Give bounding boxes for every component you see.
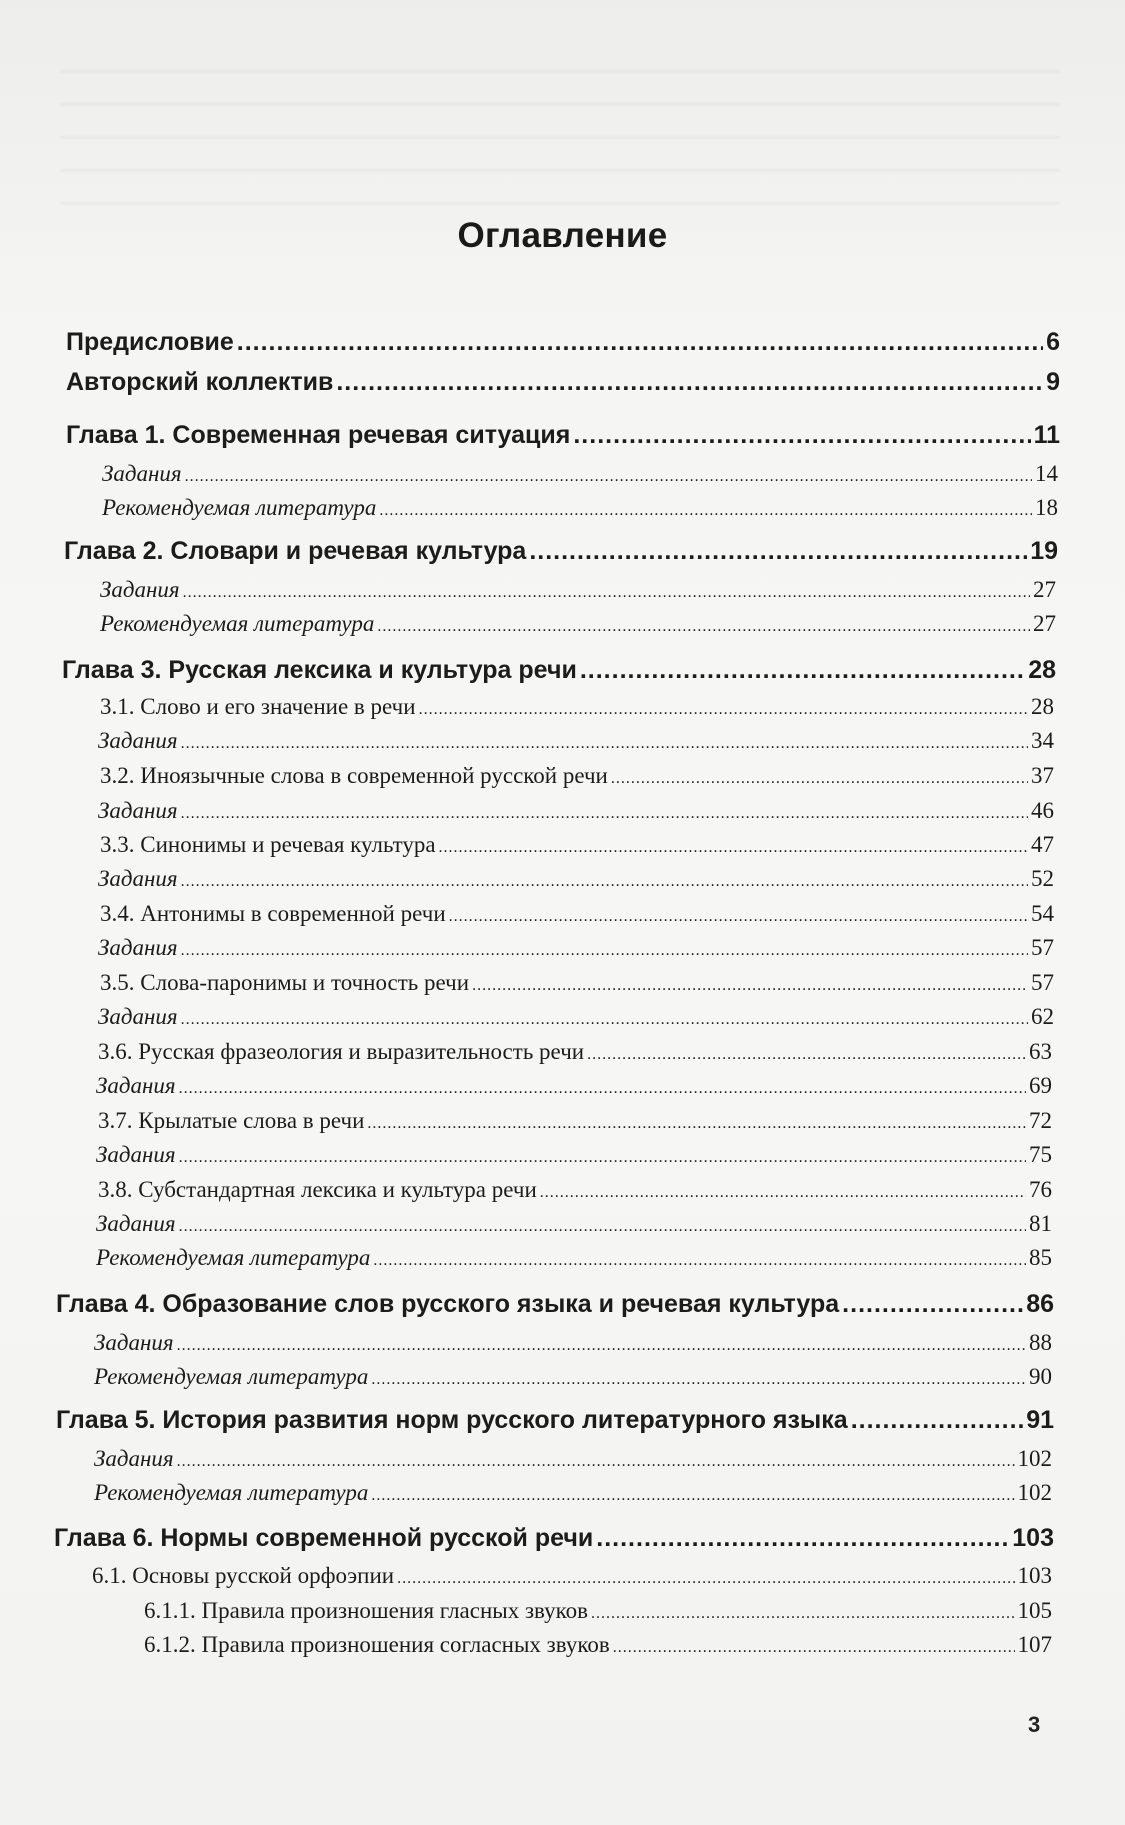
toc-entry-label: Задания xyxy=(98,866,178,891)
toc-entry-page: 69 xyxy=(1029,1073,1052,1098)
toc-entry-label: Задания xyxy=(102,461,182,486)
dot-leader xyxy=(419,701,1028,719)
toc-entry-s3-7-tasks xyxy=(96,1142,1052,1176)
toc-entry-label: Задания xyxy=(94,1446,174,1471)
dot-leader xyxy=(336,368,1043,397)
toc-entry-ch4-literature xyxy=(94,1364,1052,1398)
toc-entry-label: Глава 5. История развития норм русского литературного языка xyxy=(56,1406,848,1434)
dot-leader xyxy=(185,468,1032,486)
toc-entry-label: Задания xyxy=(96,1142,176,1167)
toc-entry-label: Глава 3. Русская лексика и культура речи xyxy=(62,656,577,684)
toc-entry-page: 85 xyxy=(1029,1245,1052,1270)
toc-entry-section-3-4 xyxy=(100,901,1054,935)
toc-entry-page: 54 xyxy=(1031,901,1054,926)
toc-entry-chapter-6 xyxy=(54,1524,1054,1558)
dot-leader xyxy=(179,1149,1026,1167)
toc-entry-page: 102 xyxy=(1017,1446,1052,1471)
toc-entry-section-3-2 xyxy=(100,763,1054,797)
toc-entry-page: 105 xyxy=(1017,1598,1052,1623)
toc-entry-label: Рекомендуемая литература xyxy=(96,1245,371,1270)
dot-leader xyxy=(177,1453,1015,1471)
toc-entry-chapter-4 xyxy=(56,1290,1054,1324)
toc-entry-page: 63 xyxy=(1029,1039,1052,1064)
toc-entry-label: Задания xyxy=(100,577,180,602)
toc-entry-section-6-1-2 xyxy=(144,1632,1052,1666)
toc-entry-page: 81 xyxy=(1029,1211,1052,1236)
toc-entry-ch2-tasks xyxy=(100,577,1056,611)
dot-leader xyxy=(851,1406,1024,1435)
toc-entry-page: 9 xyxy=(1046,368,1060,396)
toc-entry-label: Задания xyxy=(98,728,178,753)
toc-entry-page: 75 xyxy=(1029,1142,1052,1167)
toc-entry-page: 90 xyxy=(1029,1364,1052,1389)
dot-leader xyxy=(177,1337,1026,1355)
dot-leader xyxy=(181,805,1028,823)
toc-entry-section-3-6 xyxy=(98,1039,1052,1073)
toc-entry-ch5-tasks xyxy=(94,1446,1052,1480)
toc-entry-chapter-2 xyxy=(64,537,1058,571)
dot-leader xyxy=(373,1252,1026,1270)
toc-entry-label: Задания xyxy=(96,1073,176,1098)
toc-entry-page: 86 xyxy=(1026,1290,1054,1318)
toc-entry-section-6-1 xyxy=(92,1563,1052,1597)
toc-entry-label: Рекомендуемая литература xyxy=(94,1364,369,1389)
dot-leader xyxy=(179,1080,1026,1098)
dot-leader xyxy=(371,1371,1026,1389)
page-number: 3 xyxy=(1028,1712,1041,1737)
toc-entry-label: 6.1. Основы русской орфоэпии xyxy=(92,1563,395,1588)
toc-entry-page: 88 xyxy=(1029,1330,1052,1355)
dot-leader xyxy=(439,839,1028,857)
toc-entry-page: 62 xyxy=(1031,1004,1054,1029)
dot-leader xyxy=(573,421,1030,450)
toc-entry-label: 3.2. Иноязычные слова в современной русской речи xyxy=(100,763,608,788)
toc-entry-page: 27 xyxy=(1033,577,1056,602)
toc-entry-s3-4-tasks xyxy=(98,935,1054,969)
toc-entry-page: 6 xyxy=(1046,328,1060,356)
dot-leader xyxy=(377,618,1030,636)
toc-entry-page: 102 xyxy=(1017,1480,1052,1505)
toc-entry-page: 28 xyxy=(1028,656,1056,684)
toc-entry-page: 72 xyxy=(1029,1108,1052,1133)
toc-entry-ch3-literature xyxy=(96,1245,1052,1279)
toc-entry-section-3-3 xyxy=(100,832,1054,866)
toc-entry-ch5-literature xyxy=(94,1480,1052,1514)
toc-entry-page: 19 xyxy=(1030,537,1058,565)
toc-entry-page: 103 xyxy=(1012,1524,1054,1552)
dot-leader xyxy=(842,1290,1023,1319)
dot-leader xyxy=(181,1011,1028,1029)
toc-entry-preface xyxy=(66,328,1060,362)
toc-entry-page: 47 xyxy=(1031,832,1054,857)
dot-leader xyxy=(449,908,1028,926)
dot-leader xyxy=(181,735,1028,753)
toc-entry-label: Задания xyxy=(98,1004,178,1029)
toc-entry-s3-8-tasks xyxy=(96,1211,1052,1245)
toc-entry-s3-3-tasks xyxy=(98,866,1054,900)
toc-entry-label: 3.6. Русская фразеология и выразительность речи xyxy=(98,1039,585,1064)
toc-entry-label: 3.1. Слово и его значение в речи xyxy=(100,694,416,719)
toc-entry-label: Рекомендуемая литература xyxy=(102,495,377,520)
toc-entry-page: 11 xyxy=(1033,421,1060,449)
toc-entry-label: 6.1.2. Правила произношения согласных звуков xyxy=(144,1632,610,1657)
toc-entry-label: 3.4. Антонимы в современной речи xyxy=(100,901,446,926)
dot-leader xyxy=(379,502,1032,520)
toc-entry-s3-5-tasks xyxy=(98,1004,1054,1038)
toc-entry-label: 3.7. Крылатые слова в речи xyxy=(98,1108,365,1133)
toc-entry-label: Задания xyxy=(94,1330,174,1355)
dot-leader xyxy=(591,1605,1015,1623)
toc-entry-label: Авторский коллектив xyxy=(66,368,334,396)
toc-entry-ch4-tasks xyxy=(94,1330,1052,1364)
toc-entry-chapter-1 xyxy=(66,421,1060,455)
dot-leader xyxy=(367,1115,1026,1133)
toc-entry-page: 34 xyxy=(1031,728,1054,753)
toc-entry-label: 3.5. Слова-паронимы и точность речи xyxy=(100,970,470,995)
toc-entry-label: Задания xyxy=(98,935,178,960)
toc-entry-section-3-7 xyxy=(98,1108,1052,1142)
dot-leader xyxy=(613,1639,1015,1657)
toc-entry-page: 91 xyxy=(1026,1406,1054,1434)
toc-entry-ch1-tasks xyxy=(102,461,1058,495)
toc-entry-section-6-1-1 xyxy=(144,1598,1052,1632)
dot-leader xyxy=(179,1218,1026,1236)
dot-leader xyxy=(529,537,1027,566)
toc-entry-page: 57 xyxy=(1031,935,1054,960)
dot-leader xyxy=(183,584,1030,602)
toc-entry-page: 107 xyxy=(1017,1632,1052,1657)
toc-entry-label: Задания xyxy=(96,1211,176,1236)
toc-entry-s3-6-tasks xyxy=(96,1073,1052,1107)
toc-entry-page: 28 xyxy=(1031,694,1054,719)
dot-leader xyxy=(181,942,1028,960)
toc-entry-label: Глава 6. Нормы современной русской речи xyxy=(54,1524,594,1552)
toc-entry-label: Предисловие xyxy=(66,328,234,356)
toc-entry-page: 103 xyxy=(1017,1563,1052,1588)
dot-leader xyxy=(181,873,1028,891)
toc-entry-s3-1-tasks xyxy=(98,728,1054,762)
toc-entry-page: 76 xyxy=(1029,1177,1052,1202)
toc-entry-page: 37 xyxy=(1031,763,1054,788)
toc-entry-page: 18 xyxy=(1035,495,1058,520)
toc-entry-section-3-5 xyxy=(100,970,1054,1004)
toc-entry-section-3-1 xyxy=(100,694,1054,728)
dot-leader xyxy=(596,1524,1009,1553)
toc-entry-page: 27 xyxy=(1033,611,1056,636)
toc-entry-ch2-literature xyxy=(100,611,1056,645)
toc-entry-page: 46 xyxy=(1031,798,1054,823)
toc-entry-label: Глава 4. Образование слов русского языка и речевая культура xyxy=(56,1290,840,1318)
toc-entry-s3-2-tasks xyxy=(98,798,1054,832)
toc-entry-page: 57 xyxy=(1031,970,1054,995)
dot-leader xyxy=(580,656,1025,685)
dot-leader xyxy=(611,770,1028,788)
toc-entry-label: 3.3. Синонимы и речевая культура xyxy=(100,832,436,857)
dot-leader xyxy=(397,1570,1014,1588)
toc-entry-label: Рекомендуемая литература xyxy=(100,611,375,636)
toc-entry-ch1-literature xyxy=(102,495,1058,529)
toc-entry-label: Глава 1. Современная речевая ситуация xyxy=(66,421,571,449)
toc-entry-label: Задания xyxy=(98,798,178,823)
toc-entry-page: 14 xyxy=(1035,461,1058,486)
toc-entry-chapter-5 xyxy=(56,1406,1054,1440)
toc-entry-authors xyxy=(66,368,1060,402)
toc-entry-label: Глава 2. Словари и речевая культура xyxy=(64,537,527,565)
page-title: Оглавление xyxy=(457,216,668,255)
dot-leader xyxy=(371,1487,1014,1505)
toc-entry-label: 3.8. Субстандартная лексика и культура речи xyxy=(98,1177,537,1202)
toc-entry-page: 52 xyxy=(1031,866,1054,891)
toc-entry-label: 6.1.1. Правила произношения гласных звуков xyxy=(144,1598,588,1623)
dot-leader xyxy=(237,328,1043,357)
dot-leader xyxy=(472,977,1028,995)
dot-leader xyxy=(540,1184,1026,1202)
toc-entry-label: Рекомендуемая литература xyxy=(94,1480,369,1505)
toc-entry-chapter-3 xyxy=(62,656,1056,690)
dot-leader xyxy=(587,1046,1026,1064)
toc-entry-section-3-8 xyxy=(98,1177,1052,1211)
